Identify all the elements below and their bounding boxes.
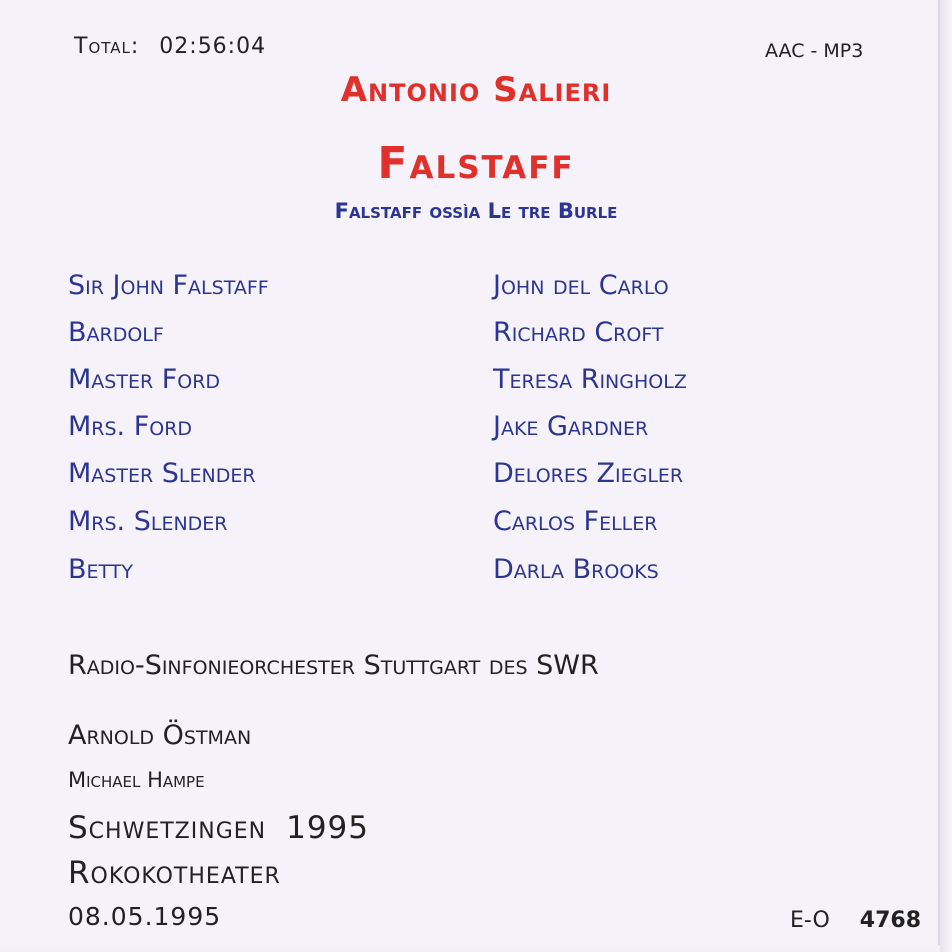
cast-row xyxy=(0,364,952,404)
conductor-name: Arnold Östman xyxy=(68,720,252,751)
cast-row xyxy=(0,317,952,357)
singer-name: Carlos Feller xyxy=(493,506,658,537)
role-name: Sir John Falstaff xyxy=(68,270,269,301)
cast-row xyxy=(0,506,952,546)
singer-name: John del Carlo xyxy=(493,270,669,301)
theater-name: Rokokotheater xyxy=(68,855,281,891)
role-name: Master Ford xyxy=(68,364,221,395)
orchestra-name: Radio-Sinfonieorchester Stuttgart des SWR xyxy=(68,650,599,681)
role-name: Mrs. Ford xyxy=(68,411,193,442)
total-label: Total: xyxy=(74,34,140,59)
cast-row xyxy=(0,411,952,451)
catalog-number xyxy=(790,908,921,933)
singer-name: Richard Croft xyxy=(493,317,664,348)
singer-name: Teresa Ringholz xyxy=(493,364,687,395)
opera-title: Falstaff xyxy=(377,138,575,189)
role-name: Bardolf xyxy=(68,317,164,348)
singer-name: Darla Brooks xyxy=(493,554,659,585)
singer-name: Delores Ziegler xyxy=(493,458,684,489)
director-name: Michael Hampe xyxy=(68,768,205,792)
catalog-label: E-O xyxy=(790,908,830,933)
cast-row xyxy=(0,270,952,310)
opera-subtitle: Falstaff ossìa Le tre Burle xyxy=(334,199,618,223)
venue xyxy=(68,810,369,846)
cast-row xyxy=(0,554,952,594)
role-name: Betty xyxy=(68,554,134,585)
role-name: Mrs. Slender xyxy=(68,506,228,537)
catalog-id: 4768 xyxy=(859,908,922,933)
composer-name: Antonio Salieri xyxy=(340,70,612,110)
audio-format: AAC - MP3 xyxy=(765,40,864,62)
cast-row xyxy=(0,458,952,498)
performance-date: 08.05.1995 xyxy=(68,902,222,931)
role-name: Master Slender xyxy=(68,458,256,489)
venue-year: 1995 xyxy=(286,810,370,846)
total-value: 02:56:04 xyxy=(159,34,267,59)
total-time xyxy=(74,34,266,59)
venue-city: Schwetzingen xyxy=(68,810,267,846)
singer-name: Jake Gardner xyxy=(493,411,649,442)
